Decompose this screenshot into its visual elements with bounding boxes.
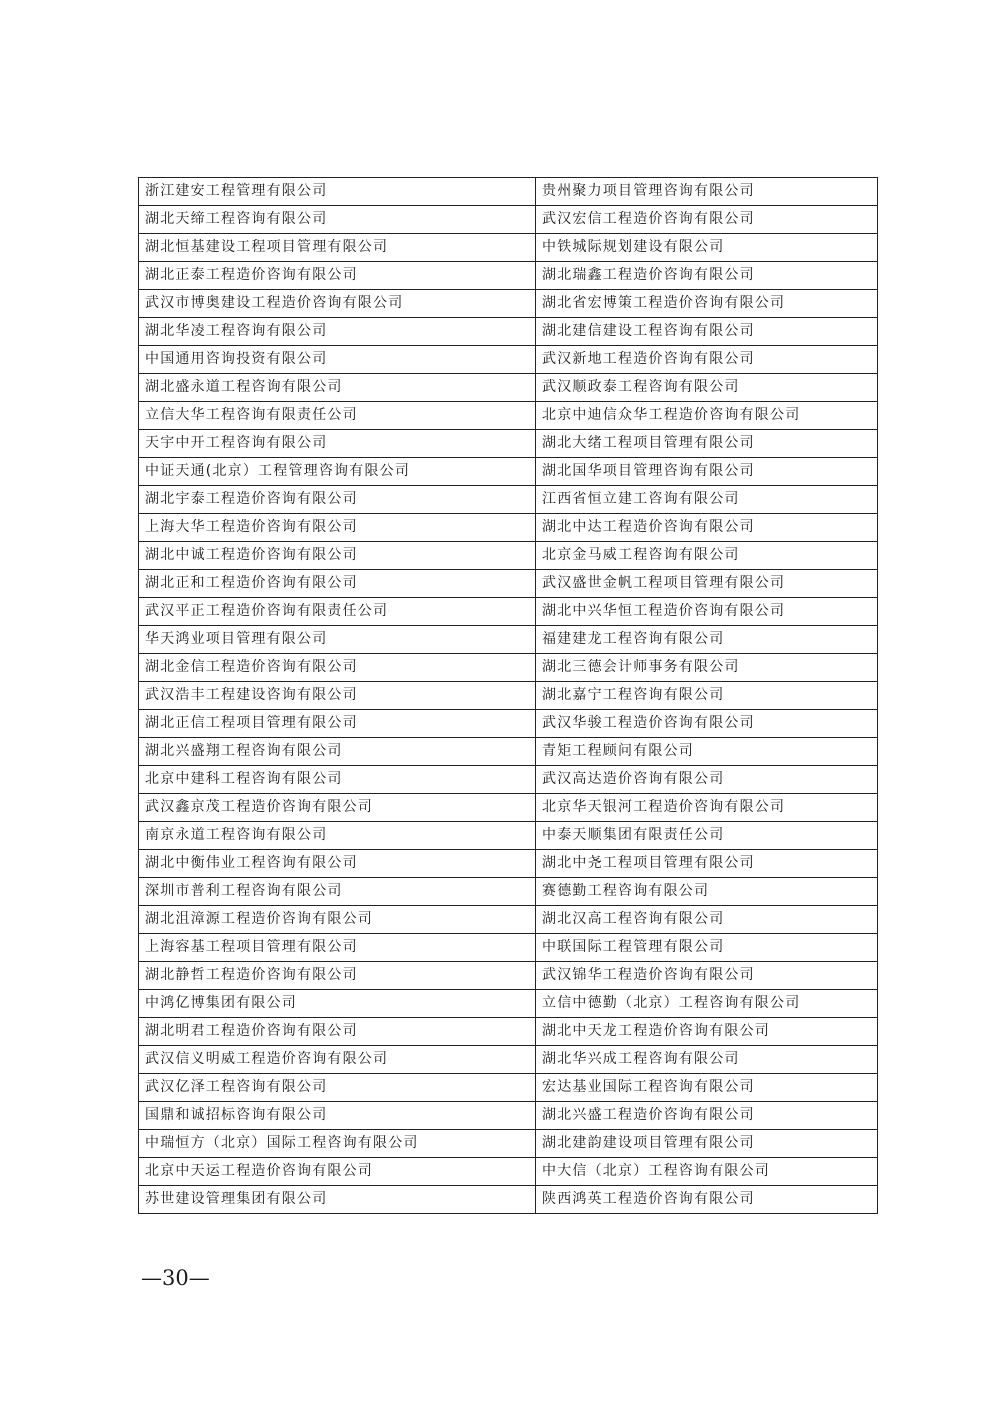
table-row: [139, 1102, 878, 1130]
company-name-left: 湖北华凌工程咨询有限公司: [139, 318, 536, 346]
company-name-right: 湖北建韵建设项目管理有限公司: [536, 1130, 878, 1158]
company-name-right: 陕西鸿英工程造价咨询有限公司: [536, 1186, 878, 1214]
table-row: [139, 542, 878, 570]
company-name-left: 湖北沮漳源工程造价咨询有限公司: [139, 906, 536, 934]
company-name-right: 湖北中兴华恒工程造价咨询有限公司: [536, 598, 878, 626]
company-name-left: 湖北正泰工程造价咨询有限公司: [139, 262, 536, 290]
table-row: [139, 962, 878, 990]
company-name-left: 深圳市普利工程咨询有限公司: [139, 878, 536, 906]
table-row: [139, 206, 878, 234]
company-name-left: 湖北中衡伟业工程咨询有限公司: [139, 850, 536, 878]
company-name-left: 武汉浩丰工程建设咨询有限公司: [139, 682, 536, 710]
table-row: [139, 990, 878, 1018]
company-name-left: 湖北恒基建设工程项目管理有限公司: [139, 234, 536, 262]
company-name-right: 湖北三德会计师事务有限公司: [536, 654, 878, 682]
company-name-right: 中铁城际规划建设有限公司: [536, 234, 878, 262]
table-row: [139, 710, 878, 738]
company-name-right: 福建建龙工程咨询有限公司: [536, 626, 878, 654]
table-row: [139, 486, 878, 514]
company-name-right: 中泰天顺集团有限责任公司: [536, 822, 878, 850]
table-row: [139, 738, 878, 766]
company-name-left: 华天鸿业项目管理有限公司: [139, 626, 536, 654]
table-row: [139, 1158, 878, 1186]
company-name-left: 湖北静哲工程造价咨询有限公司: [139, 962, 536, 990]
company-name-left: 中鸿亿博集团有限公司: [139, 990, 536, 1018]
company-name-right: 北京中迪信众华工程造价咨询有限公司: [536, 402, 878, 430]
table-row: [139, 766, 878, 794]
company-name-left: 立信大华工程咨询有限责任公司: [139, 402, 536, 430]
company-name-right: 湖北中天龙工程造价咨询有限公司: [536, 1018, 878, 1046]
company-name-right: 武汉锦华工程造价咨询有限公司: [536, 962, 878, 990]
table-row: [139, 514, 878, 542]
table-row: [139, 1018, 878, 1046]
company-name-right: 湖北汉高工程咨询有限公司: [536, 906, 878, 934]
company-name-right: 中联国际工程管理有限公司: [536, 934, 878, 962]
table-row: [139, 934, 878, 962]
company-name-left: 国鼎和诚招标咨询有限公司: [139, 1102, 536, 1130]
table-row: [139, 850, 878, 878]
table-row: [139, 430, 878, 458]
table-row: [139, 1074, 878, 1102]
company-name-left: 南京永道工程咨询有限公司: [139, 822, 536, 850]
table-row: [139, 290, 878, 318]
company-name-left: 湖北中诚工程造价咨询有限公司: [139, 542, 536, 570]
company-name-left: 天宇中开工程咨询有限公司: [139, 430, 536, 458]
company-name-left: 湖北天缔工程咨询有限公司: [139, 206, 536, 234]
company-name-right: 武汉宏信工程造价咨询有限公司: [536, 206, 878, 234]
company-name-left: 上海大华工程造价咨询有限公司: [139, 514, 536, 542]
company-name-right: 湖北嘉宁工程咨询有限公司: [536, 682, 878, 710]
table-row: [139, 318, 878, 346]
company-name-right: 江西省恒立建工咨询有限公司: [536, 486, 878, 514]
table-row: [139, 1186, 878, 1214]
company-name-left: 中国通用咨询投资有限公司: [139, 346, 536, 374]
table-row: [139, 234, 878, 262]
company-name-right: 中大信（北京）工程咨询有限公司: [536, 1158, 878, 1186]
company-name-right: 武汉顺政泰工程咨询有限公司: [536, 374, 878, 402]
company-name-left: 湖北正和工程造价咨询有限公司: [139, 570, 536, 598]
company-name-left: 武汉市博奥建设工程造价咨询有限公司: [139, 290, 536, 318]
table-row: [139, 654, 878, 682]
table-row: [139, 878, 878, 906]
company-name-left: 浙江建安工程管理有限公司: [139, 178, 536, 206]
company-name-left: 武汉鑫京茂工程造价咨询有限公司: [139, 794, 536, 822]
company-name-right: 湖北华兴成工程咨询有限公司: [536, 1046, 878, 1074]
company-name-left: 湖北兴盛翔工程咨询有限公司: [139, 738, 536, 766]
company-name-right: 青矩工程顾问有限公司: [536, 738, 878, 766]
table-row: [139, 570, 878, 598]
company-name-left: 中瑞恒方（北京）国际工程咨询有限公司: [139, 1130, 536, 1158]
company-name-right: 北京金马威工程咨询有限公司: [536, 542, 878, 570]
company-name-left: 北京中天运工程造价咨询有限公司: [139, 1158, 536, 1186]
company-list-body: [139, 178, 878, 1214]
company-name-right: 武汉盛世金帆工程项目管理有限公司: [536, 570, 878, 598]
company-name-right: 湖北中达工程造价咨询有限公司: [536, 514, 878, 542]
company-name-right: 湖北大绪工程项目管理有限公司: [536, 430, 878, 458]
table-row: [139, 794, 878, 822]
page-number: —30—: [141, 1266, 210, 1290]
company-name-right: 武汉新地工程造价咨询有限公司: [536, 346, 878, 374]
company-name-right: 湖北瑞鑫工程造价咨询有限公司: [536, 262, 878, 290]
table-row: [139, 906, 878, 934]
table-row: [139, 1046, 878, 1074]
table-row: [139, 1130, 878, 1158]
company-name-right: 湖北兴盛工程造价咨询有限公司: [536, 1102, 878, 1130]
company-list-table: [138, 177, 878, 1214]
company-name-left: 北京中建科工程咨询有限公司: [139, 766, 536, 794]
company-name-left: 湖北金信工程造价咨询有限公司: [139, 654, 536, 682]
table-row: [139, 374, 878, 402]
company-name-left: 武汉信义明威工程造价咨询有限公司: [139, 1046, 536, 1074]
company-name-right: 宏达基业国际工程咨询有限公司: [536, 1074, 878, 1102]
company-name-left: 武汉平正工程造价咨询有限责任公司: [139, 598, 536, 626]
company-name-right: 贵州聚力项目管理咨询有限公司: [536, 178, 878, 206]
table-row: [139, 822, 878, 850]
table-row: [139, 458, 878, 486]
company-name-left: 湖北正信工程项目管理有限公司: [139, 710, 536, 738]
table-row: [139, 262, 878, 290]
table-row: [139, 626, 878, 654]
company-name-left: 武汉亿泽工程咨询有限公司: [139, 1074, 536, 1102]
company-name-right: 北京华天银河工程造价咨询有限公司: [536, 794, 878, 822]
company-name-left: 上海容基工程项目管理有限公司: [139, 934, 536, 962]
company-name-left: 湖北宇泰工程造价咨询有限公司: [139, 486, 536, 514]
table-row: [139, 346, 878, 374]
company-name-right: 湖北中尧工程项目管理有限公司: [536, 850, 878, 878]
company-name-right: 武汉高达造价咨询有限公司: [536, 766, 878, 794]
company-name-left: 中证天通(北京）工程管理咨询有限公司: [139, 458, 536, 486]
company-name-right: 湖北省宏博策工程造价咨询有限公司: [536, 290, 878, 318]
table-row: [139, 598, 878, 626]
company-name-right: 立信中德勤（北京）工程咨询有限公司: [536, 990, 878, 1018]
company-name-right: 湖北国华项目管理咨询有限公司: [536, 458, 878, 486]
company-name-right: 武汉华骏工程造价咨询有限公司: [536, 710, 878, 738]
company-name-right: 湖北建信建设工程咨询有限公司: [536, 318, 878, 346]
table-row: [139, 402, 878, 430]
table-row: [139, 178, 878, 206]
company-name-right: 赛德勤工程咨询有限公司: [536, 878, 878, 906]
company-name-left: 苏世建设管理集团有限公司: [139, 1186, 536, 1214]
company-name-left: 湖北盛永道工程咨询有限公司: [139, 374, 536, 402]
table-row: [139, 682, 878, 710]
company-name-left: 湖北明君工程造价咨询有限公司: [139, 1018, 536, 1046]
